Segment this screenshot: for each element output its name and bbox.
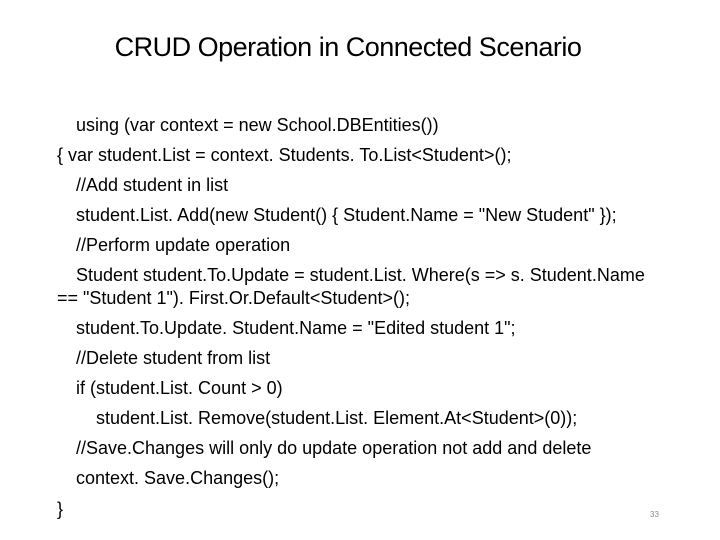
code-line-update-select-cont: == "Student 1"). First.Or.Default<Student>();: [57, 288, 410, 308]
code-line-remove: student.List. Remove(student.List. Element.At<Student>(0));: [96, 408, 578, 428]
code-line-comment-update: //Perform update operation: [76, 235, 291, 255]
code-line-add: student.List. Add(new Student() { Student.Name = "New Student" });: [76, 205, 617, 225]
code-line-update-select: Student student.To.Update = student.List. Where(s => s. Student.Name: [76, 265, 645, 285]
code-line-update-assign: student.To.Update. Student.Name = "Edited student 1";: [76, 318, 516, 338]
code-line-close-brace: }: [57, 499, 64, 519]
slide-title: CRUD Operation in Connected Scenario: [114, 32, 582, 62]
code-line-save: context. Save.Changes();: [76, 468, 280, 488]
code-line-student-list: { var student.List = context. Students. To.List<Student>();: [57, 145, 512, 165]
code-line-comment-add: //Add student in list: [76, 175, 229, 195]
code-line-if: if (student.List. Count > 0): [76, 378, 283, 398]
slide-number: 33: [650, 510, 659, 519]
code-line-using: using (var context = new School.DBEntities()): [76, 115, 439, 135]
code-line-comment-save: //Save.Changes will only do update operation not add and delete: [76, 438, 592, 458]
code-line-comment-delete: //Delete student from list: [76, 348, 271, 368]
